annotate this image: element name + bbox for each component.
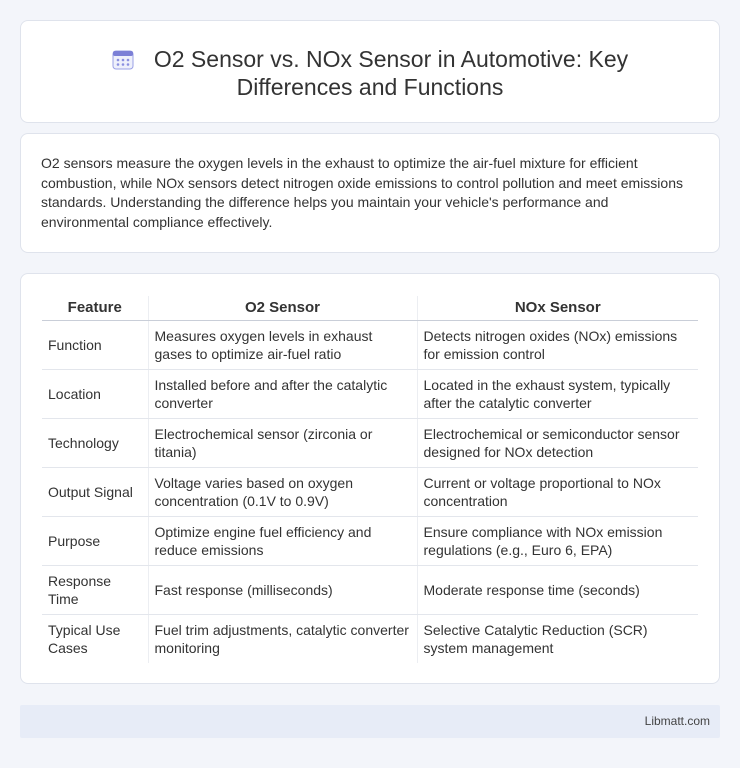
feature-cell: Function [42, 320, 148, 369]
title-card [20, 20, 720, 123]
table-row [42, 565, 698, 614]
feature-cell: Purpose [42, 516, 148, 565]
title-line-1: O2 Sensor vs. NOx Sensor in Automotive: Key [153, 46, 629, 72]
comparison-card [20, 273, 720, 684]
feature-cell: Technology [42, 418, 148, 467]
nox-cell: Moderate response time (seconds) [417, 565, 698, 614]
title-line-2: Differences and Functions [236, 74, 504, 100]
nox-cell: Selective Catalytic Reduction (SCR) system management [417, 614, 698, 663]
table-row [42, 369, 698, 418]
footer [20, 705, 720, 738]
o2-cell: Measures oxygen levels in exhaust gases to optimize air-fuel ratio [148, 320, 417, 369]
nox-cell: Ensure compliance with NOx emission regulations (e.g., Euro 6, EPA) [417, 516, 698, 565]
table-row [42, 320, 698, 369]
footer-brand: Libmatt.com [644, 714, 710, 728]
feature-cell: Location [42, 369, 148, 418]
feature-cell: Typical Use Cases [48, 621, 121, 656]
header-nox-sensor: NOx Sensor [417, 296, 698, 320]
nox-cell: Current or voltage proportional to NOx concentration [417, 467, 698, 516]
table-row [42, 467, 698, 516]
header-feature: Feature [42, 296, 148, 320]
table-row [42, 614, 698, 663]
o2-cell: Installed before and after the catalytic converter [148, 369, 417, 418]
summary-text: O2 sensors measure the oxygen levels in the exhaust to optimize the air-fuel mixture for efficient combustion, while NOx sensors detect nitrogen oxide emissions to control pollution and meet emissions standards. Understanding the difference helps you maintain your vehicle's performance and environmental compliance effectively. [41, 155, 683, 230]
comparison-table [42, 296, 698, 663]
feature-cell: Output Signal [42, 467, 148, 516]
o2-cell: Electrochemical sensor (zirconia or titania) [148, 418, 417, 467]
nox-cell: Detects nitrogen oxides (NOx) emissions for emission control [417, 320, 698, 369]
calendar-icon [112, 48, 134, 70]
nox-cell: Electrochemical or semiconductor sensor designed for NOx detection [417, 418, 698, 467]
table-row [42, 418, 698, 467]
o2-cell: Voltage varies based on oxygen concentration (0.1V to 0.9V) [148, 467, 417, 516]
o2-cell: Fast response (milliseconds) [148, 565, 417, 614]
summary-card [20, 133, 720, 253]
table-row [42, 516, 698, 565]
table-header-row [42, 296, 698, 320]
feature-cell: Response Time [42, 565, 148, 614]
page-title [21, 45, 719, 101]
o2-cell: Fuel trim adjustments, catalytic converter monitoring [148, 614, 417, 663]
header-o2-sensor: O2 Sensor [148, 296, 417, 320]
nox-cell: Located in the exhaust system, typically after the catalytic converter [417, 369, 698, 418]
o2-cell: Optimize engine fuel efficiency and reduce emissions [148, 516, 417, 565]
